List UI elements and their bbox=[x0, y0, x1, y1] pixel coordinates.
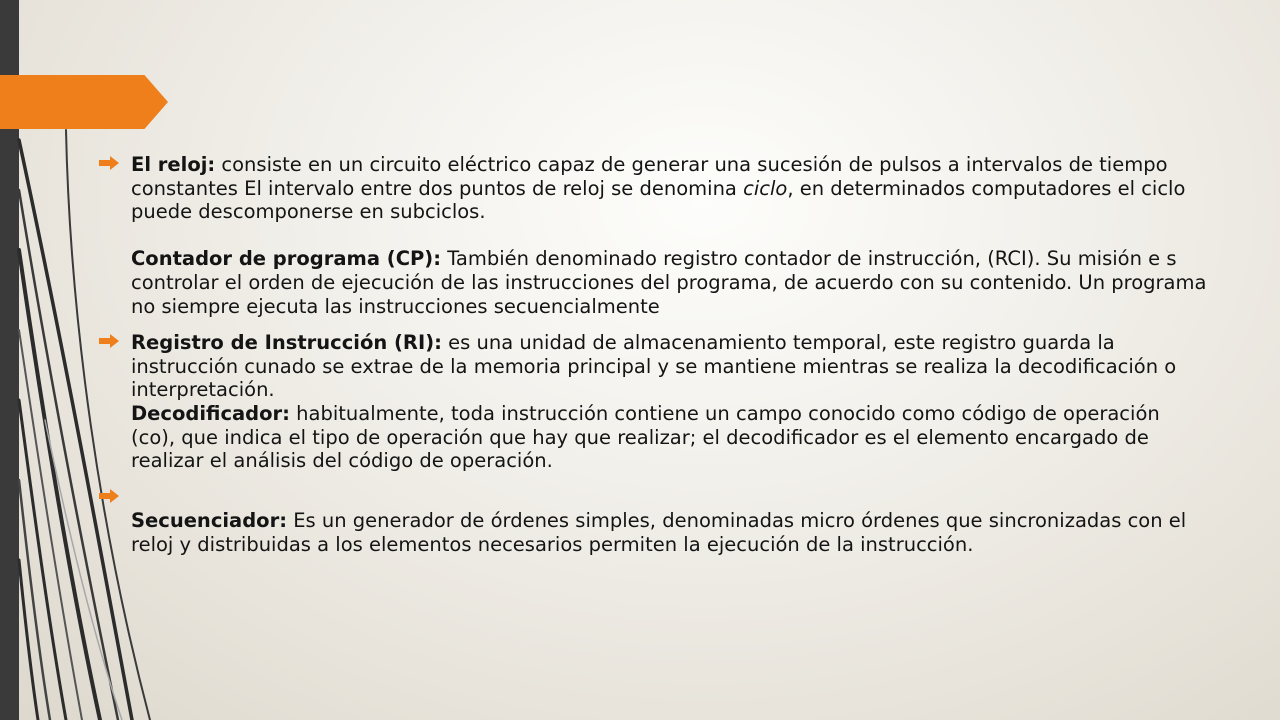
text-decodificador: habitualmente, toda instrucción contiene un campo conocido como código de operación (co), que indica el tipo de operación que hay que realizar; el decodificador es el elemento encargado de realizar el análisis del código de operación. bbox=[131, 401, 1160, 473]
paragraph-registro bbox=[131, 331, 1209, 402]
term-contador: Contador de programa (CP): bbox=[131, 247, 442, 271]
text-reloj-a: consiste en un circuito eléctrico capaz de generar una sucesión de pulsos a intervalos de tiempo constantes El intervalo entre dos puntos de reloj se denomina bbox=[131, 153, 1168, 200]
text-reloj-italic: ciclo bbox=[743, 176, 788, 200]
bullet-item-registro bbox=[99, 331, 1209, 473]
paragraph-secuenciador bbox=[131, 509, 1209, 556]
text-contador: También denominado registro contador de instrucción, (RCI). Su misión e s controlar el orden de ejecución de las instrucciones del programa, de acuerdo con su contenido. Un programa no siempre ejecuta las instrucciones secuencialmente bbox=[131, 247, 1207, 318]
paragraph-reloj bbox=[131, 153, 1209, 224]
text-secuenciador: Es un generador de órdenes simples, denominadas micro órdenes que sincronizadas con el reloj y distribuidas a los elementos necesarios permiten la ejecución de la instrucción. bbox=[131, 509, 1187, 556]
text-reloj-b: , en determinados computadores el ciclo puede descomponerse en subciclos. bbox=[131, 176, 1186, 224]
arrow-bullet-icon bbox=[99, 334, 119, 348]
term-secuenciador: Secuenciador: bbox=[131, 509, 287, 533]
paragraph-contador bbox=[131, 247, 1209, 318]
slide-content bbox=[99, 153, 1209, 570]
term-registro: Registro de Instrucción (RI): bbox=[131, 331, 442, 355]
bullet-item-reloj bbox=[99, 153, 1209, 318]
term-reloj: El reloj: bbox=[131, 153, 216, 176]
orange-accent-arrow bbox=[0, 75, 168, 129]
arrow-bullet-icon bbox=[99, 156, 119, 170]
arrow-bullet-icon bbox=[99, 489, 119, 503]
paragraph-decodificador bbox=[131, 402, 1209, 473]
text-registro: es una unidad de almacenamiento temporal, este registro guarda la instrucción cunado se extrae de la memoria principal y se mantiene mientras se realiza la decodificación o interpretación. bbox=[131, 331, 1177, 402]
bullet-item-empty bbox=[99, 486, 1209, 510]
bullet-item-secuenciador bbox=[99, 509, 1209, 556]
term-decodificador: Decodificador: bbox=[131, 401, 290, 425]
